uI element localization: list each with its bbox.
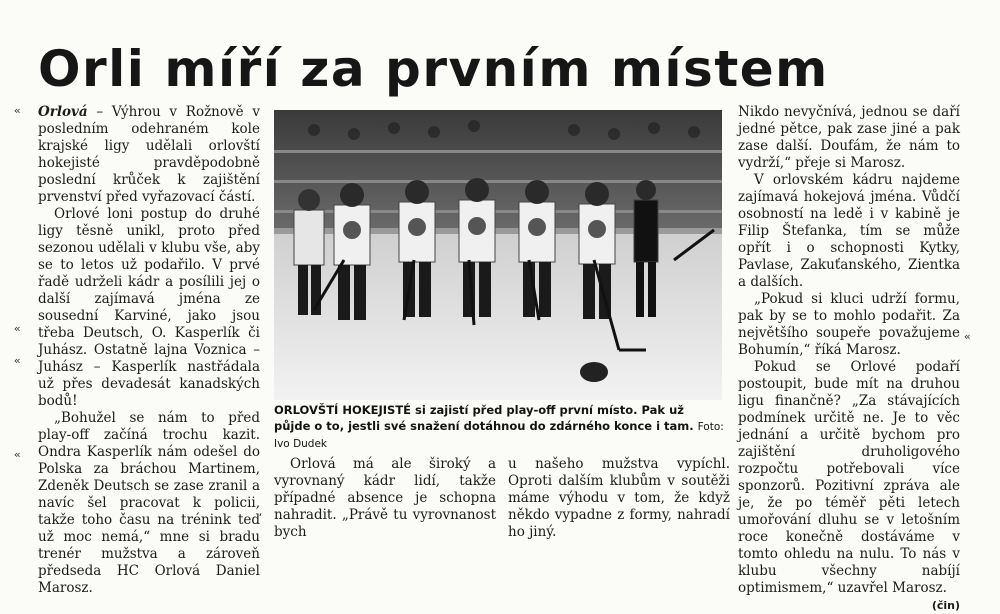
photo-caption <box>274 402 724 452</box>
team-photo <box>274 110 722 400</box>
hockey-team-photo <box>274 110 722 400</box>
article-column-2 <box>274 456 496 541</box>
paragraph <box>738 359 960 612</box>
margin-mark-icon: « <box>14 354 21 367</box>
headline: Orli míří za prvním místem <box>38 39 829 98</box>
paragraph: „Bohužel se nám to před play-off začíná trochu kazit. Ondra Kasperlík nám odešel do Polska za bráchou Martinem, Zdeněk Deutsch se zase zranil a navíc šel pracovat k policii, takže toho času na trénink teď už moc nemá,“ mne si bradu trenér mužstva a zároveň předseda HC Orlová Daniel Marosz. <box>38 410 260 596</box>
paragraph: Nikdo nevyčnívá, jednou se daří jedné pětce, pak zase jiné a pak zase další. Doufám, že nám to vydrží,“ přeje si Marosz. <box>738 104 960 171</box>
margin-mark-icon: « <box>14 448 21 461</box>
paragraph: Orlová má ale široký a vyrovnaný kádr lidí, takže případné absence je schopna nahradit. „Právě tu vyrovnanost bych <box>274 456 496 540</box>
article-column-3 <box>508 456 730 541</box>
dateline: Orlová <box>38 104 88 120</box>
article-column-4 <box>738 104 960 614</box>
photo-credit: Foto: Ivo Dudek <box>274 421 724 450</box>
paragraph: u našeho mužstva vypíchl. Oproti dalším klubům v soutěži máme výhodu v tom, že když někdo vypadne z formy, nahradí ho jiný. <box>508 456 730 540</box>
margin-mark-icon: « <box>14 104 21 117</box>
author-signoff: (čin) <box>931 599 960 612</box>
margin-mark-icon: « <box>964 330 971 343</box>
paragraph-text: Pokud se Orlové podaří postoupit, bude mít na druhou ligu finančně? „Za stávajících podmínek určitě ne. Je to věc jednání a určitě bychom pro zajištění druholigového rozpočtu potřebovali více sponzorů. Pozitivní zpráva ale je, že po téměř pěti letech umořování dluhu se v letošním roce konečně dostáváme v tomto ohledu na nulu. To nás v klubu všechny nabíjí optimismem,“ uzavřel Marosz. <box>738 359 960 596</box>
caption-text: ORLOVŠTÍ HOKEJISTÉ si zajistí před play-off první místo. Pak už půjde o to, jestli své snažení dotáhnou do zdárného konce i tam. <box>274 403 694 433</box>
paragraph: „Pokud si kluci udrží formu, pak by se to mohlo podařit. Za největšího soupeře považujeme Bohumín,“ říká Marosz. <box>738 291 960 358</box>
paragraph <box>38 104 260 206</box>
paragraph: Orlové loni postup do druhé ligy těsně unikl, proto před sezonou udělali v klubu vše, aby se to letos už podařilo. V prvé řadě udrželi kádr a posílili jej o další zajímavá jména ze sousední Karviné, jako jsou třeba Deutsch, O. Kasperlík či Juhász. Ostatně lajna Voznica – Juhász – Kasperlík nastřádala už přes devadesát kanadských bodů! <box>38 206 260 409</box>
paragraph-text: – Výhrou v Rožnově v posledním odehraném kole krajské ligy udělali orlovští hokejisté pravděpodobně poslední krůček k zajištění prvenství před vyřazovací částí. <box>38 104 260 205</box>
article-column-1 <box>38 104 260 597</box>
paragraph: V orlovském kádru najdeme zajímavá hokejová jména. Vůdčí osobností na ledě i v kabině je Filip Štefanka, tím se může opřít i o schopnosti Kytky, Pavlase, Zakuťanského, Zientka a dalších. <box>738 172 960 290</box>
margin-mark-icon: « <box>14 322 21 335</box>
